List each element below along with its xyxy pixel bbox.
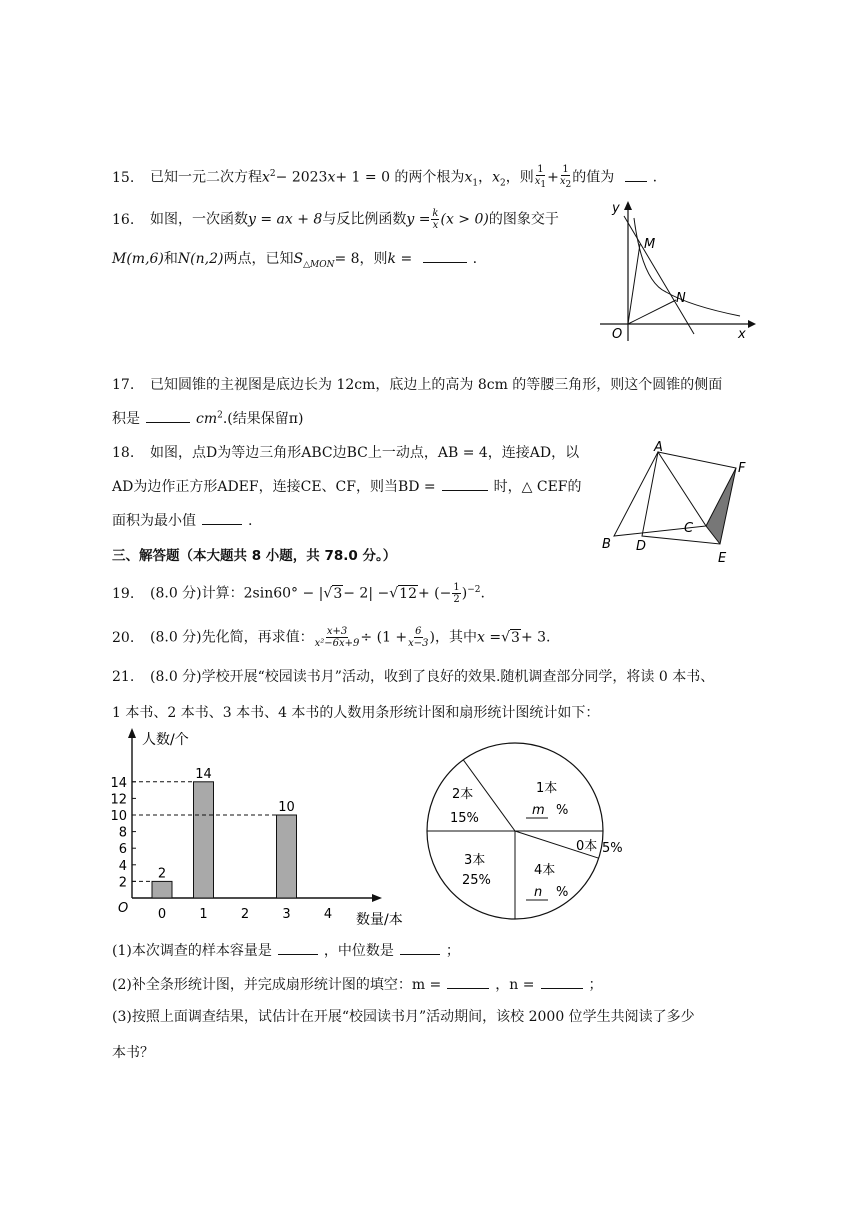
label-c: C [684, 521, 694, 536]
label-a: A [654, 440, 663, 455]
question-21-line-1 [112, 666, 714, 686]
x-axis-arrow-icon [748, 320, 756, 328]
y-tick-label: 4 [118, 858, 127, 874]
slice-value-2-book: 15% [450, 811, 479, 826]
x-tick-label: 1 [199, 907, 208, 922]
y-axis-title: 人数/个 [142, 732, 189, 748]
formula: y = [406, 211, 431, 228]
formula: k = [387, 251, 413, 267]
question-text: (8.0 分)学校开展“校园读书月”活动，收到了良好的效果.随机调查部分同学，将读 0 本书、 [150, 669, 715, 685]
question-text: 与反比例函数 [322, 211, 407, 228]
question-16-line-1 [112, 208, 559, 231]
label-b: B [602, 537, 611, 552]
sqrt-value: 3 [333, 585, 343, 602]
question-18-line-2 [112, 476, 582, 496]
var-x: x [492, 169, 500, 186]
question-21-part-3-line-1 [112, 1006, 695, 1026]
segment-on [628, 300, 676, 324]
unit: cm [196, 411, 218, 427]
bar [277, 815, 297, 898]
var-x: x [262, 169, 270, 186]
question-18-line-1 [112, 442, 579, 462]
punct: . [472, 251, 478, 267]
question-text: 的值为 [572, 169, 615, 186]
answer-blank[interactable] [625, 169, 647, 182]
y-tick-label: 12 [110, 792, 127, 808]
question-number: 16. [112, 211, 135, 228]
question-17-line-1 [112, 374, 722, 394]
y-axis-arrow-icon [624, 201, 632, 210]
answer-blank[interactable] [202, 512, 242, 525]
bar-data-label: 10 [278, 800, 295, 815]
subscript: 2 [499, 178, 506, 189]
question-19: 19. (8.0 分)计算：2sin60° − |√3− 2| −√12+ (− $\frac{1}{2}$ )$^{-2}$. [112, 582, 485, 605]
punct: . [248, 513, 253, 529]
bar-chart [110, 726, 430, 934]
label-e: E [718, 551, 727, 566]
fraction: $\frac{x+3}{\text{x²−6x+9}}$ [314, 626, 360, 649]
slice-label-1-book: 1本 [536, 781, 558, 796]
question-number: 21. [112, 669, 135, 685]
question-text: ÷ (1 + [360, 629, 408, 646]
fraction: $\frac{1}{x2}$ [559, 164, 572, 190]
x-tick-label: 0 [157, 907, 167, 922]
fraction: $\frac{1}{x1}$ [534, 164, 547, 190]
question-text: 和 [163, 251, 178, 267]
question-text: 已知一元二次方程 [150, 169, 262, 186]
slice-label-2-book: 2本 [452, 787, 474, 802]
answer-blank[interactable] [278, 942, 318, 955]
fraction: $\frac{k}{x}$ [432, 208, 439, 231]
question-text: 时，△ CEF的 [493, 479, 582, 495]
question-text: = 8，则 [334, 251, 388, 267]
x-tick-label: 3 [282, 907, 291, 922]
slice-value-m: m [532, 803, 545, 818]
answer-blank[interactable] [146, 410, 190, 423]
question-16-line-2 [112, 248, 477, 270]
x-axis-label: x [738, 327, 746, 342]
question-17-line-2 [112, 408, 303, 428]
question-text: ) [461, 585, 468, 602]
question-20: 20. (8.0 分)先化简，再求值： $\frac{x+3}{\text{x²−6x+9}}$ ÷ (1 + $\frac{6}{x-3}$ )，其中x =√3+ 3. [112, 626, 551, 649]
point-n-label: N [676, 291, 686, 306]
punct: . [652, 169, 658, 186]
question-number: 17. [112, 377, 135, 393]
slice-label-3-book: 3本 [464, 853, 486, 868]
area-symbol: S [293, 251, 304, 267]
bar [152, 881, 172, 898]
question-21-part-3-line-2 [112, 1042, 154, 1062]
answer-blank[interactable] [442, 478, 488, 491]
question-text: (8.0 分)先化简，再求值： [150, 629, 314, 646]
point-m-label: M [644, 237, 656, 252]
formula: (x > 0) [440, 211, 489, 228]
segment-om [628, 244, 640, 324]
hyperbola-curve [634, 218, 740, 316]
question-text: 积是 [112, 411, 140, 427]
question-text: (1)本次调查的样本容量是 [112, 943, 272, 959]
question-text: 1 本书、2 本书、3 本书、4 本书的人数用条形统计图和扇形统计图统计如下： [112, 705, 600, 721]
punct: . [480, 585, 485, 602]
question-text: + (− [417, 585, 452, 602]
var-x: x [464, 169, 473, 186]
question-text: .(结果保留π) [222, 411, 304, 427]
y-tick-label: 8 [118, 825, 127, 841]
punct: ； [445, 943, 460, 959]
answer-blank[interactable] [447, 976, 489, 989]
subscript: 1 [472, 178, 479, 189]
fraction: $\frac{1}{2}$ [453, 582, 460, 605]
question-text: − 2| − [343, 585, 390, 602]
question-text: AD为边作正方形ADEF，连接CE、CF，则当BD = [112, 479, 436, 495]
x-tick-label: 4 [323, 907, 333, 922]
question-21-part-1 [112, 940, 460, 960]
slice-value-n: n [534, 885, 543, 900]
punct: ； [588, 977, 603, 993]
question-text: 本书？ [112, 1045, 154, 1061]
question-text: (2)补全条形统计图，并完成扇形统计图的填空：m = [112, 977, 442, 993]
question-text: + 3. [520, 629, 551, 646]
question-21-part-2 [112, 974, 603, 994]
origin-label: O [118, 901, 129, 916]
question-text: ，n = [495, 977, 535, 993]
formula: y = ax + 8 [248, 211, 323, 228]
x-tick-label: 2 [240, 907, 250, 922]
y-axis-arrow-icon [128, 728, 136, 738]
y-tick-label: 2 [118, 875, 127, 891]
label-f: F [738, 461, 746, 476]
question-text: (8.0 分)计算：2sin60° − | [150, 585, 324, 602]
x-axis-title: 数量/本 [356, 912, 403, 928]
fraction: $\frac{6}{x-3}$ [408, 626, 429, 649]
question-number: 18. [112, 445, 135, 461]
formula: x = [477, 629, 502, 646]
figure-18-geometry [596, 440, 766, 570]
question-number: 19. [112, 585, 135, 602]
slice-label-0-book: 0本 [576, 839, 598, 854]
question-text: 如图，一次函数 [150, 211, 248, 228]
y-tick-label: 10 [110, 809, 127, 824]
label-d: D [636, 539, 647, 554]
slice-value-0-book: 5% [602, 841, 623, 856]
question-text: (3)按照上面调查结果，试估计在开展“校园读书月”活动期间，该校 2000 位学生共阅读了多少 [112, 1009, 695, 1025]
question-text: − 2023 [275, 169, 328, 186]
slice-label-4-book: 4本 [534, 863, 556, 878]
slice-pct-sign: % [556, 885, 569, 900]
section-heading: 三、解答题（本大题共 8 小题，共 78.0 分。） [112, 548, 397, 564]
question-text: )，其中 [429, 629, 478, 646]
question-text: 面积为最小值 [112, 513, 196, 529]
slice-value-3-book: 25% [462, 873, 491, 888]
y-tick-label: 14 [110, 775, 127, 791]
question-21-line-2 [112, 702, 599, 722]
bar [194, 782, 214, 898]
question-18-line-3 [112, 510, 252, 530]
question-text: 两点，已知 [223, 251, 294, 267]
question-text: 已知圆锥的主视图是底边长为 12cm，底边上的高为 8cm 的等腰三角形，则这个圆锥的侧面 [150, 377, 723, 393]
question-text: ，中位数是 [323, 943, 394, 959]
point-m: M(m,6) [112, 251, 164, 267]
x-axis-arrow-icon [372, 894, 382, 902]
sqrt-value: 3 [511, 629, 520, 646]
exponent: 2 [269, 168, 276, 179]
bar-data-label: 14 [195, 766, 212, 782]
answer-blank[interactable] [423, 250, 467, 263]
question-text: + 1 = 0 的两个根为 [335, 169, 465, 186]
exponent: 2 [217, 410, 223, 421]
answer-blank[interactable] [541, 976, 583, 989]
y-tick-label: 6 [118, 842, 127, 858]
point-n: N(n,2) [177, 251, 224, 267]
question-15: 15. 已知一元二次方程$x^2- 2023x+ 1 = 0$ 的两个根为$x_1$，$x_2$，则 $\frac{1}{x1}$ + $\frac{1}{x2}$ 的值为 . [112, 164, 658, 190]
question-text: ，则 [505, 169, 534, 186]
subscript: △MON [303, 259, 335, 270]
exponent: −2 [467, 584, 481, 595]
var-x: x [327, 169, 336, 186]
bar-data-label: 2 [157, 866, 167, 882]
question-number: 15. [112, 169, 135, 186]
answer-blank[interactable] [400, 942, 440, 955]
linear-function-line [624, 216, 694, 334]
figure-16-graph [590, 196, 760, 346]
slice-pct-sign: % [556, 803, 569, 818]
y-axis-label: y [612, 201, 620, 216]
question-text: 的图象交于 [488, 211, 559, 228]
origin-label: O [612, 327, 623, 342]
question-text: 如图，点D为等边三角形ABC边BC上一动点，AB = 4，连接AD，以 [150, 445, 580, 461]
sqrt-value: 12 [399, 585, 417, 602]
question-number: 20. [112, 629, 135, 646]
pie-chart [422, 736, 634, 930]
